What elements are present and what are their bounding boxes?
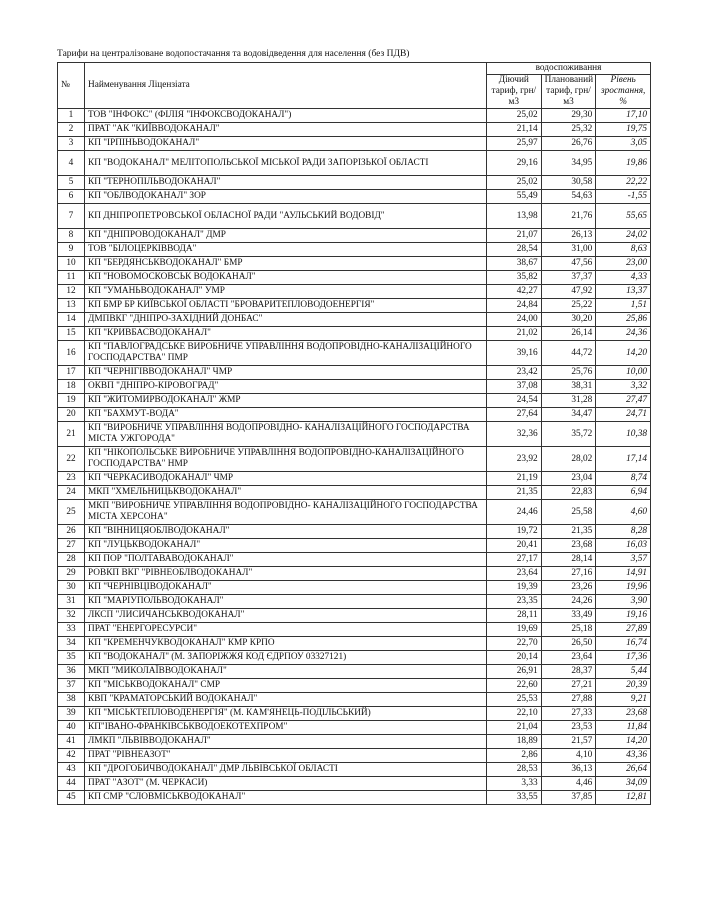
planned-tariff: 23,53: [541, 721, 596, 735]
current-tariff: 37,08: [487, 380, 542, 394]
row-number: 44: [58, 777, 85, 791]
growth-level: 24,36: [596, 327, 651, 341]
planned-tariff: 25,58: [541, 500, 596, 525]
row-number: 33: [58, 623, 85, 637]
licensee-name: КП "КРИВБАСВОДОКАНАЛ": [85, 327, 487, 341]
table-row: [58, 581, 651, 595]
row-number: 1: [58, 109, 85, 123]
planned-tariff: 24,26: [541, 595, 596, 609]
current-tariff: 55,49: [487, 190, 542, 204]
table-row: [58, 408, 651, 422]
table-row: [58, 637, 651, 651]
row-number: 28: [58, 553, 85, 567]
row-number: 10: [58, 257, 85, 271]
current-tariff: 29,16: [487, 151, 542, 176]
row-number: 25: [58, 500, 85, 525]
row-number: 16: [58, 341, 85, 366]
table-row: [58, 472, 651, 486]
planned-tariff: 23,64: [541, 651, 596, 665]
current-tariff: 2,86: [487, 749, 542, 763]
growth-level: 19,86: [596, 151, 651, 176]
licensee-name: ДМПВКГ "ДНІПРО-ЗАХІДНИЙ ДОНБАС": [85, 313, 487, 327]
table-row: [58, 271, 651, 285]
row-number: 7: [58, 204, 85, 229]
current-tariff: 24,46: [487, 500, 542, 525]
table-row: [58, 327, 651, 341]
growth-level: 17,36: [596, 651, 651, 665]
planned-tariff: 34,95: [541, 151, 596, 176]
current-tariff: 20,41: [487, 539, 542, 553]
planned-tariff: 38,31: [541, 380, 596, 394]
header-current-tariff: Діючий тариф, грн/м3: [487, 75, 542, 109]
growth-level: 24,02: [596, 229, 651, 243]
planned-tariff: 27,33: [541, 707, 596, 721]
licensee-name: ТОВ "БІЛОЦЕРКІВВОДА": [85, 243, 487, 257]
table-row: [58, 609, 651, 623]
growth-level: 12,81: [596, 791, 651, 805]
current-tariff: 42,27: [487, 285, 542, 299]
row-number: 31: [58, 595, 85, 609]
current-tariff: 27,64: [487, 408, 542, 422]
current-tariff: 28,11: [487, 609, 542, 623]
table-row: [58, 791, 651, 805]
row-number: 42: [58, 749, 85, 763]
growth-level: 5,44: [596, 665, 651, 679]
table-row: [58, 176, 651, 190]
licensee-name: КП "ВІННИЦЯОБЛВОДОКАНАЛ": [85, 525, 487, 539]
growth-level: 25,86: [596, 313, 651, 327]
row-number: 37: [58, 679, 85, 693]
table-row: [58, 721, 651, 735]
current-tariff: 27,17: [487, 553, 542, 567]
row-number: 40: [58, 721, 85, 735]
table-row: [58, 190, 651, 204]
growth-level: 43,36: [596, 749, 651, 763]
table-row: [58, 229, 651, 243]
growth-level: 13,37: [596, 285, 651, 299]
row-number: 32: [58, 609, 85, 623]
current-tariff: 21,14: [487, 123, 542, 137]
licensee-name: МКП "ХМЕЛЬНИЦЬКВОДОКАНАЛ": [85, 486, 487, 500]
current-tariff: 39,16: [487, 341, 542, 366]
current-tariff: 23,42: [487, 366, 542, 380]
row-number: 9: [58, 243, 85, 257]
planned-tariff: 31,28: [541, 394, 596, 408]
current-tariff: 28,54: [487, 243, 542, 257]
planned-tariff: 21,35: [541, 525, 596, 539]
licensee-name: КП "МІСЬКВОДОКАНАЛ" СМР: [85, 679, 487, 693]
planned-tariff: 25,18: [541, 623, 596, 637]
row-number: 5: [58, 176, 85, 190]
current-tariff: 21,02: [487, 327, 542, 341]
current-tariff: 25,97: [487, 137, 542, 151]
growth-level: 8,63: [596, 243, 651, 257]
planned-tariff: 30,58: [541, 176, 596, 190]
growth-level: 55,65: [596, 204, 651, 229]
table-row: [58, 735, 651, 749]
licensee-name: КП "МІСЬКТЕПЛОВОДЕНЕРГІЯ" (М. КАМ'ЯНЕЦЬ-ПОДІЛЬСЬКИЙ): [85, 707, 487, 721]
growth-level: -1,55: [596, 190, 651, 204]
licensee-name: КП ПОР "ПОЛТАВАВОДОКАНАЛ": [85, 553, 487, 567]
growth-level: 9,21: [596, 693, 651, 707]
current-tariff: 19,39: [487, 581, 542, 595]
licensee-name: КП "ЧЕРНІГІВВОДОКАНАЛ" ЧМР: [85, 366, 487, 380]
planned-tariff: 44,72: [541, 341, 596, 366]
licensee-name: КП "НОВОМОСКОВСЬК ВОДОКАНАЛ": [85, 271, 487, 285]
current-tariff: 33,55: [487, 791, 542, 805]
growth-level: 27,47: [596, 394, 651, 408]
planned-tariff: 47,56: [541, 257, 596, 271]
row-number: 21: [58, 422, 85, 447]
table-row: [58, 539, 651, 553]
row-number: 3: [58, 137, 85, 151]
row-number: 38: [58, 693, 85, 707]
table-row: [58, 486, 651, 500]
planned-tariff: 37,85: [541, 791, 596, 805]
planned-tariff: 26,76: [541, 137, 596, 151]
row-number: 27: [58, 539, 85, 553]
current-tariff: 3,33: [487, 777, 542, 791]
licensee-name: МКП "МИКОЛАЇВВОДОКАНАЛ": [85, 665, 487, 679]
table-row: [58, 651, 651, 665]
current-tariff: 19,72: [487, 525, 542, 539]
growth-level: 10,00: [596, 366, 651, 380]
growth-level: 23,00: [596, 257, 651, 271]
planned-tariff: 21,76: [541, 204, 596, 229]
licensee-name: КП "ЖИТОМИРВОДОКАНАЛ" ЖМР: [85, 394, 487, 408]
current-tariff: 38,67: [487, 257, 542, 271]
header-number: №: [58, 63, 85, 109]
current-tariff: 32,36: [487, 422, 542, 447]
table-row: [58, 665, 651, 679]
row-number: 43: [58, 763, 85, 777]
table-row: [58, 763, 651, 777]
planned-tariff: 26,13: [541, 229, 596, 243]
table-row: [58, 341, 651, 366]
table-row: [58, 693, 651, 707]
growth-level: 4,33: [596, 271, 651, 285]
current-tariff: 28,53: [487, 763, 542, 777]
planned-tariff: 29,30: [541, 109, 596, 123]
licensee-name: КП "ТЕРНОПІЛЬВОДОКАНАЛ": [85, 176, 487, 190]
table-row: [58, 749, 651, 763]
growth-level: 16,03: [596, 539, 651, 553]
row-number: 35: [58, 651, 85, 665]
growth-level: 34,09: [596, 777, 651, 791]
growth-level: 14,91: [596, 567, 651, 581]
licensee-name: КП "ПАВЛОГРАДСЬКЕ ВИРОБНИЧЕ УПРАВЛІННЯ ВОДОПРОВІДНО-КАНАЛІЗАЦІЙНОГО ГОСПОДАРСТВА" ПМР: [85, 341, 487, 366]
planned-tariff: 27,16: [541, 567, 596, 581]
current-tariff: 23,64: [487, 567, 542, 581]
licensee-name: ПРАТ "РІВНЕАЗОТ": [85, 749, 487, 763]
planned-tariff: 23,04: [541, 472, 596, 486]
table-row: [58, 777, 651, 791]
tariff-table: [57, 62, 651, 805]
current-tariff: 23,35: [487, 595, 542, 609]
row-number: 6: [58, 190, 85, 204]
growth-level: 4,60: [596, 500, 651, 525]
table-row: [58, 123, 651, 137]
planned-tariff: 36,13: [541, 763, 596, 777]
licensee-name: КП "НІКОПОЛЬСЬКЕ ВИРОБНИЧЕ УПРАВЛІННЯ ВОДОПРОВІДНО-КАНАЛІЗАЦІЙНОГО ГОСПОДАРСТВА" НМР: [85, 447, 487, 472]
growth-level: 6,94: [596, 486, 651, 500]
current-tariff: 21,04: [487, 721, 542, 735]
table-row: [58, 380, 651, 394]
row-number: 4: [58, 151, 85, 176]
row-number: 45: [58, 791, 85, 805]
header-planned-tariff: Планований тариф, грн/м3: [541, 75, 596, 109]
table-row: [58, 623, 651, 637]
row-number: 14: [58, 313, 85, 327]
planned-tariff: 26,14: [541, 327, 596, 341]
table-row: [58, 394, 651, 408]
table-row: [58, 366, 651, 380]
table-row: [58, 422, 651, 447]
planned-tariff: 23,26: [541, 581, 596, 595]
growth-level: 8,74: [596, 472, 651, 486]
licensee-name: КП "ДНІПРОВОДОКАНАЛ" ДМР: [85, 229, 487, 243]
planned-tariff: 22,83: [541, 486, 596, 500]
planned-tariff: 54,63: [541, 190, 596, 204]
current-tariff: 24,84: [487, 299, 542, 313]
current-tariff: 20,14: [487, 651, 542, 665]
licensee-name: РОВКП ВКГ "РІВНЕОБЛВОДОКАНАЛ": [85, 567, 487, 581]
growth-level: 3,57: [596, 553, 651, 567]
licensee-name: ТОВ "ІНФОКС" (ФІЛІЯ "ІНФОКСВОДОКАНАЛ"): [85, 109, 487, 123]
current-tariff: 25,53: [487, 693, 542, 707]
current-tariff: 25,02: [487, 176, 542, 190]
planned-tariff: 34,47: [541, 408, 596, 422]
row-number: 12: [58, 285, 85, 299]
licensee-name: КП "ОБЛВОДОКАНАЛ" ЗОР: [85, 190, 487, 204]
current-tariff: 25,02: [487, 109, 542, 123]
row-number: 34: [58, 637, 85, 651]
row-number: 11: [58, 271, 85, 285]
row-number: 17: [58, 366, 85, 380]
header-water-consumption: водоспоживання: [487, 63, 651, 75]
licensee-name: ПРАТ "ЕНЕРГОРЕСУРСИ": [85, 623, 487, 637]
row-number: 39: [58, 707, 85, 721]
licensee-name: ЛКСП "ЛИСИЧАНСЬКВОДОКАНАЛ": [85, 609, 487, 623]
licensee-name: КП"ІВАНО-ФРАНКІВСЬКВОДОЕКОТЕХПРОМ": [85, 721, 487, 735]
licensee-name: КП "ДРОГОБИЧВОДОКАНАЛ" ДМР ЛЬВІВСЬКОЇ ОБЛАСТІ: [85, 763, 487, 777]
table-row: [58, 299, 651, 313]
planned-tariff: 4,46: [541, 777, 596, 791]
growth-level: 8,28: [596, 525, 651, 539]
table-row: [58, 447, 651, 472]
header-growth-level: Рівень зростання, %: [596, 75, 651, 109]
growth-level: 16,74: [596, 637, 651, 651]
planned-tariff: 26,50: [541, 637, 596, 651]
growth-level: 10,38: [596, 422, 651, 447]
table-row: [58, 500, 651, 525]
licensee-name: КП "ВОДОКАНАЛ" МЕЛІТОПОЛЬСЬКОЇ МІСЬКОЇ РАДИ ЗАПОРІЗЬКОЇ ОБЛАСТІ: [85, 151, 487, 176]
planned-tariff: 21,57: [541, 735, 596, 749]
planned-tariff: 25,76: [541, 366, 596, 380]
growth-level: 3,32: [596, 380, 651, 394]
row-number: 2: [58, 123, 85, 137]
growth-level: 23,68: [596, 707, 651, 721]
licensee-name: КП "БЕРДЯНСЬКВОДОКАНАЛ" БМР: [85, 257, 487, 271]
table-body: [58, 109, 651, 805]
licensee-name: КП "ІРПІНЬВОДОКАНАЛ": [85, 137, 487, 151]
header-licensee-name: Найменування Ліцензіата: [85, 63, 487, 109]
current-tariff: 13,98: [487, 204, 542, 229]
table-row: [58, 313, 651, 327]
table-row: [58, 257, 651, 271]
current-tariff: 22,10: [487, 707, 542, 721]
row-number: 29: [58, 567, 85, 581]
document-title: Тарифи на централізоване водопостачання та водовідведення для населення (без ПДВ): [57, 49, 410, 59]
table-row: [58, 553, 651, 567]
growth-level: 27,89: [596, 623, 651, 637]
growth-level: 24,71: [596, 408, 651, 422]
growth-level: 3,05: [596, 137, 651, 151]
table-row: [58, 204, 651, 229]
table-row: [58, 151, 651, 176]
row-number: 13: [58, 299, 85, 313]
table-row: [58, 567, 651, 581]
licensee-name: КП "УМАНЬВОДОКАНАЛ" УМР: [85, 285, 487, 299]
planned-tariff: 27,21: [541, 679, 596, 693]
current-tariff: 24,00: [487, 313, 542, 327]
planned-tariff: 27,88: [541, 693, 596, 707]
current-tariff: 26,91: [487, 665, 542, 679]
planned-tariff: 23,68: [541, 539, 596, 553]
current-tariff: 22,70: [487, 637, 542, 651]
planned-tariff: 30,20: [541, 313, 596, 327]
row-number: 30: [58, 581, 85, 595]
licensee-name: ЛМКП "ЛЬВІВВОДОКАНАЛ": [85, 735, 487, 749]
table-row: [58, 679, 651, 693]
current-tariff: 21,35: [487, 486, 542, 500]
current-tariff: 21,19: [487, 472, 542, 486]
current-tariff: 18,89: [487, 735, 542, 749]
growth-level: 22,22: [596, 176, 651, 190]
growth-level: 11,84: [596, 721, 651, 735]
licensee-name: КП "ЧЕРНІВЦІВОДОКАНАЛ": [85, 581, 487, 595]
growth-level: 19,96: [596, 581, 651, 595]
planned-tariff: 28,37: [541, 665, 596, 679]
licensee-name: КП "БАХМУТ-ВОДА": [85, 408, 487, 422]
row-number: 36: [58, 665, 85, 679]
current-tariff: 19,69: [487, 623, 542, 637]
planned-tariff: 28,02: [541, 447, 596, 472]
planned-tariff: 37,37: [541, 271, 596, 285]
licensee-name: ПРАТ "АЗОТ" (М. ЧЕРКАСИ): [85, 777, 487, 791]
current-tariff: 21,07: [487, 229, 542, 243]
row-number: 26: [58, 525, 85, 539]
growth-level: 1,51: [596, 299, 651, 313]
current-tariff: 22,60: [487, 679, 542, 693]
planned-tariff: 4,10: [541, 749, 596, 763]
planned-tariff: 31,00: [541, 243, 596, 257]
planned-tariff: 35,72: [541, 422, 596, 447]
table-row: [58, 525, 651, 539]
licensee-name: МКП "ВИРОБНИЧЕ УПРАВЛІННЯ ВОДОПРОВІДНО- КАНАЛІЗАЦІЙНОГО ГОСПОДАРСТВА МІСТА ХЕРСОНА": [85, 500, 487, 525]
planned-tariff: 25,22: [541, 299, 596, 313]
current-tariff: 35,82: [487, 271, 542, 285]
licensee-name: КП БМР БР КИЇВСЬКОЇ ОБЛАСТІ "БРОВАРИТЕПЛОВОДОЕНЕРГІЯ": [85, 299, 487, 313]
growth-level: 17,10: [596, 109, 651, 123]
licensee-name: КП ДНІПРОПЕТРОВСЬКОЇ ОБЛАСНОЇ РАДИ "АУЛЬСЬКИЙ ВОДОВІД": [85, 204, 487, 229]
licensee-name: ОКВП "ДНІПРО-КІРОВОГРАД": [85, 380, 487, 394]
growth-level: 3,90: [596, 595, 651, 609]
row-number: 22: [58, 447, 85, 472]
growth-level: 14,20: [596, 735, 651, 749]
table-row: [58, 285, 651, 299]
growth-level: 14,20: [596, 341, 651, 366]
licensee-name: КП "ЧЕРКАСИВОДОКАНАЛ" ЧМР: [85, 472, 487, 486]
table-row: [58, 243, 651, 257]
licensee-name: КВП "КРАМАТОРСЬКИЙ ВОДОКАНАЛ": [85, 693, 487, 707]
row-number: 15: [58, 327, 85, 341]
licensee-name: КП "ВИРОБНИЧЕ УПРАВЛІННЯ ВОДОПРОВІДНО- КАНАЛІЗАЦІЙНОГО ГОСПОДАРСТВА МІСТА УЖГОРОДА": [85, 422, 487, 447]
table-row: [58, 137, 651, 151]
licensee-name: КП "МАРІУПОЛЬВОДОКАНАЛ": [85, 595, 487, 609]
growth-level: 26,64: [596, 763, 651, 777]
planned-tariff: 47,92: [541, 285, 596, 299]
current-tariff: 23,92: [487, 447, 542, 472]
planned-tariff: 25,32: [541, 123, 596, 137]
row-number: 19: [58, 394, 85, 408]
row-number: 20: [58, 408, 85, 422]
licensee-name: КП "КРЕМЕНЧУКВОДОКАНАЛ" КМР КРПО: [85, 637, 487, 651]
row-number: 24: [58, 486, 85, 500]
growth-level: 19,75: [596, 123, 651, 137]
table-row: [58, 109, 651, 123]
licensee-name: КП "ВОДОКАНАЛ" (М. ЗАПОРІЖЖЯ КОД ЄДРПОУ 03327121): [85, 651, 487, 665]
licensee-name: КП "ЛУЦЬКВОДОКАНАЛ": [85, 539, 487, 553]
row-number: 41: [58, 735, 85, 749]
growth-level: 20,39: [596, 679, 651, 693]
growth-level: 17,14: [596, 447, 651, 472]
current-tariff: 24,54: [487, 394, 542, 408]
table-row: [58, 595, 651, 609]
planned-tariff: 28,14: [541, 553, 596, 567]
table-row: [58, 707, 651, 721]
growth-level: 19,16: [596, 609, 651, 623]
licensee-name: КП СМР "СЛОВМІСЬКВОДОКАНАЛ": [85, 791, 487, 805]
row-number: 18: [58, 380, 85, 394]
row-number: 8: [58, 229, 85, 243]
row-number: 23: [58, 472, 85, 486]
planned-tariff: 33,49: [541, 609, 596, 623]
licensee-name: ПРАТ "АК "КИЇВВОДОКАНАЛ": [85, 123, 487, 137]
